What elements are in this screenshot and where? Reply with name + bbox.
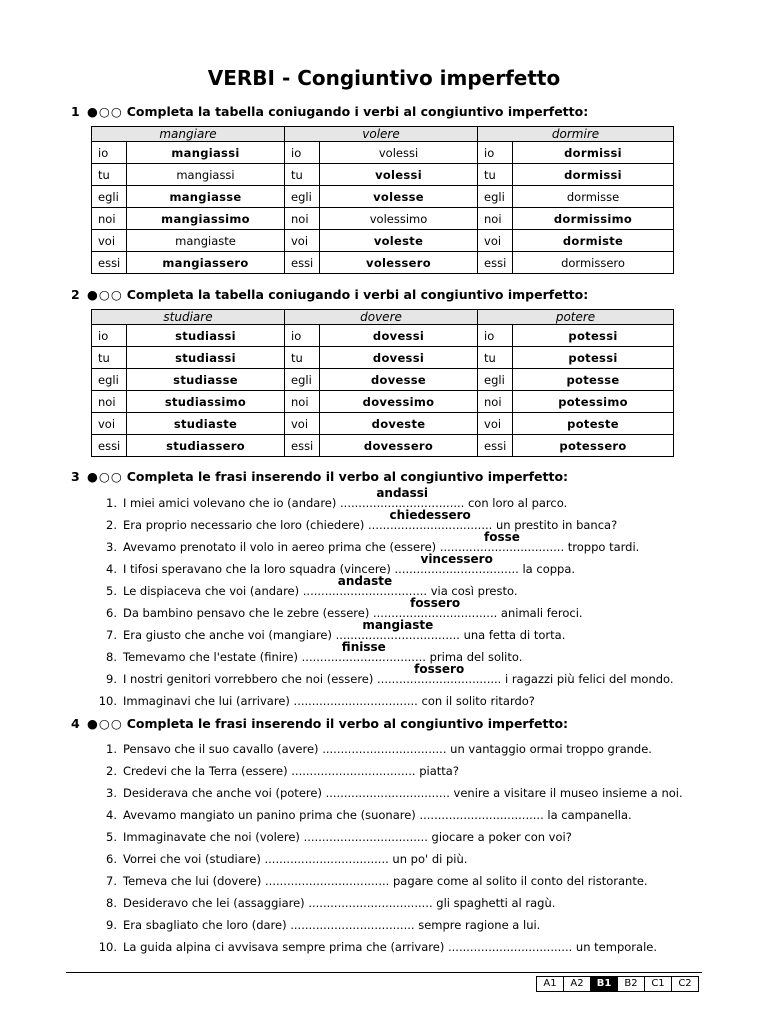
handwritten-answer: dormissi: [513, 142, 674, 164]
pronoun-cell: egli: [285, 369, 320, 391]
verb-header: dovere: [285, 310, 478, 325]
verb-header: volere: [285, 127, 478, 142]
blank-dots: ..................................: [322, 742, 447, 756]
exercise-number: 4: [71, 716, 80, 731]
blank-dots: ..................................: [301, 650, 426, 664]
blank-dots: ..................................: [377, 672, 502, 686]
handwritten-answer: studiassi: [127, 325, 285, 347]
list-item: [95, 508, 674, 536]
sentence-start: Era proprio necessario che loro (chiedere): [123, 518, 369, 532]
pronoun-cell: noi: [285, 208, 320, 230]
exercise-4-heading: [71, 716, 568, 731]
item-number: 9.: [106, 918, 117, 932]
item-number: 2.: [106, 764, 117, 778]
sentence-end: sempre ragione a lui.: [414, 918, 541, 932]
sentence-end: un prestito in banca?: [492, 518, 618, 532]
sentence-end: troppo tardi.: [564, 540, 640, 554]
sentence-end: un po' di più.: [388, 852, 468, 866]
answer-blank[interactable]: [322, 738, 446, 760]
pronoun-cell: io: [285, 142, 320, 164]
sentence-end: con il solito ritardo?: [417, 694, 535, 708]
handwritten-answer: mangiaste: [362, 618, 434, 632]
sentence-start: Era sbagliato che loro (dare): [123, 918, 291, 932]
handwritten-answer: studiasse: [127, 369, 285, 391]
list-item: [95, 690, 674, 712]
handwritten-answer: chiedessero: [389, 508, 471, 522]
sentence-start: Vorrei che voi (studiare): [123, 852, 265, 866]
answer-blank[interactable]: [419, 804, 543, 826]
answer-blank[interactable]: [265, 870, 389, 892]
handwritten-answer: andassi: [376, 486, 429, 500]
answer-blank[interactable]: [264, 848, 388, 870]
exercise-instruction: Completa la tabella coniugando i verbi al congiuntivo imperfetto:: [126, 287, 589, 302]
pronoun-cell: noi: [92, 391, 127, 413]
pronoun-cell: voi: [285, 413, 320, 435]
pronoun-cell: voi: [478, 413, 513, 435]
pronoun-cell: io: [92, 325, 127, 347]
handwritten-answer: mangiassimo: [127, 208, 285, 230]
table-row: [92, 347, 674, 369]
pronoun-cell: voi: [285, 230, 320, 252]
blank-dots: ..................................: [264, 852, 389, 866]
difficulty-dots-icon: ●○○: [87, 104, 123, 119]
sentence-start: Da bambino pensavo che le zebre (essere): [123, 606, 373, 620]
blank-dots: ..................................: [308, 896, 433, 910]
sentence-end: la campanella.: [543, 808, 632, 822]
handwritten-answer: poteste: [513, 413, 674, 435]
table-row: [92, 413, 674, 435]
list-item: [95, 826, 683, 848]
verb-form-cell: dormisse: [513, 186, 674, 208]
table-row: [92, 391, 674, 413]
item-number: 4.: [106, 562, 117, 576]
level-badge: B1: [590, 976, 618, 992]
sentence-end: gli spaghetti al ragù.: [432, 896, 556, 910]
level-indicator: [537, 976, 699, 992]
handwritten-answer: potessero: [513, 435, 674, 457]
handwritten-answer: dovessi: [320, 347, 478, 369]
conjugation-table-2: [91, 309, 674, 457]
item-number: 10.: [98, 940, 117, 954]
item-number: 4.: [106, 808, 117, 822]
sentence-start: Immaginavi che lui (arrivare): [123, 694, 294, 708]
level-badge: C2: [671, 976, 699, 992]
answer-blank[interactable]: [308, 892, 432, 914]
item-number: 6.: [106, 852, 117, 866]
blank-dots: ..................................: [394, 562, 519, 576]
handwritten-answer: mangiasse: [127, 186, 285, 208]
blank-dots: ..................................: [290, 918, 415, 932]
exercise-3-heading: [71, 469, 568, 484]
list-item: [95, 804, 683, 826]
handwritten-answer: studiassi: [127, 347, 285, 369]
sentence-start: Immaginavate che noi (volere): [123, 830, 304, 844]
blank-dots: ..................................: [302, 584, 428, 598]
sentence-end: un temporale.: [572, 940, 657, 954]
sentence-end: i ragazzi più felici del mondo.: [501, 672, 674, 686]
exercise-number: 3: [71, 469, 80, 484]
pronoun-cell: egli: [478, 369, 513, 391]
verb-form-cell: dormissero: [513, 252, 674, 274]
handwritten-answer: dovessimo: [320, 391, 478, 413]
pronoun-cell: io: [478, 142, 513, 164]
answer-blank[interactable]: [326, 782, 450, 804]
sentence-start: Desiderava che anche voi (potere): [123, 786, 326, 800]
handwritten-answer: dovesse: [320, 369, 478, 391]
answer-blank[interactable]: [377, 662, 502, 690]
sentence-end: pagare come al solito il conto del ristorante.: [389, 874, 648, 888]
sentence-start: Credevi che la Terra (essere): [123, 764, 292, 778]
list-item: [95, 662, 674, 690]
sentence-start: Temevamo che l'estate (finire): [123, 650, 302, 664]
item-number: 8.: [106, 650, 117, 664]
page-title: VERBI - Congiuntivo imperfetto: [207, 66, 561, 90]
blank-dots: ..................................: [335, 628, 460, 642]
pronoun-cell: tu: [285, 347, 320, 369]
verb-header: studiare: [92, 310, 285, 325]
sentence-list-4: [95, 738, 683, 958]
pronoun-cell: tu: [478, 347, 513, 369]
handwritten-answer: studiassimo: [127, 391, 285, 413]
list-item: [95, 936, 683, 958]
blank-dots: ..................................: [265, 874, 390, 888]
item-number: 9.: [106, 672, 117, 686]
pronoun-cell: noi: [92, 208, 127, 230]
answer-blank[interactable]: [291, 760, 415, 782]
pronoun-cell: egli: [285, 186, 320, 208]
list-item: [95, 914, 683, 936]
verb-form-cell: mangiaste: [127, 230, 285, 252]
table-row: [92, 252, 674, 274]
exercise-instruction: Completa le frasi inserendo il verbo al congiuntivo imperfetto:: [126, 469, 569, 484]
difficulty-dots-icon: ●○○: [87, 716, 123, 731]
level-badge: C1: [644, 976, 672, 992]
exercise-number: 1: [71, 104, 80, 119]
handwritten-answer: dormiste: [513, 230, 674, 252]
blank-dots: ..................................: [372, 606, 498, 620]
list-item: [95, 870, 683, 892]
sentence-start: Temeva che lui (dovere): [123, 874, 266, 888]
item-number: 1.: [106, 742, 117, 756]
exercise-instruction: Completa le frasi inserendo il verbo al congiuntivo imperfetto:: [126, 716, 569, 731]
conjugation-table-1: [91, 126, 674, 274]
blank-dots: ..................................: [439, 540, 565, 554]
table-row: [92, 325, 674, 347]
table-row: [92, 369, 674, 391]
pronoun-cell: egli: [92, 186, 127, 208]
pronoun-cell: noi: [478, 208, 513, 230]
pronoun-cell: io: [285, 325, 320, 347]
list-item: [95, 760, 683, 782]
item-number: 5.: [106, 830, 117, 844]
pronoun-cell: essi: [285, 252, 320, 274]
sentence-end: un vantaggio ormai troppo grande.: [446, 742, 652, 756]
blank-dots: ..................................: [447, 940, 573, 954]
blank-dots: ..................................: [293, 694, 418, 708]
sentence-start: Desideravo che lei (assaggiare): [123, 896, 309, 910]
verb-header: dormire: [478, 127, 674, 142]
handwritten-answer: volessero: [320, 252, 478, 274]
handwritten-answer: doveste: [320, 413, 478, 435]
handwritten-answer: potessimo: [513, 391, 674, 413]
handwritten-answer: andaste: [337, 574, 393, 588]
table-row: [92, 208, 674, 230]
pronoun-cell: noi: [478, 391, 513, 413]
sentence-start: Le dispiaceva che voi (andare): [123, 584, 303, 598]
list-item: [95, 848, 683, 870]
handwritten-answer: dovessi: [320, 325, 478, 347]
pronoun-cell: voi: [92, 230, 127, 252]
handwritten-answer: fossero: [410, 596, 461, 610]
pronoun-cell: tu: [478, 164, 513, 186]
sentence-list-3: [95, 486, 674, 712]
sentence-start: La guida alpina ci avvisava sempre prima che (arrivare): [123, 940, 448, 954]
sentence-start: Avevamo prenotato il volo in aereo prima che (essere): [123, 540, 440, 554]
pronoun-cell: egli: [478, 186, 513, 208]
handwritten-answer: volessi: [320, 164, 478, 186]
blank-dots: ..................................: [303, 830, 428, 844]
exercise-2-heading: [71, 287, 588, 302]
sentence-start: Era giusto che anche voi (mangiare): [123, 628, 336, 642]
pronoun-cell: essi: [285, 435, 320, 457]
handwritten-answer: mangiassero: [127, 252, 285, 274]
pronoun-cell: io: [92, 142, 127, 164]
pronoun-cell: voi: [92, 413, 127, 435]
handwritten-answer: dormissi: [513, 164, 674, 186]
verb-header: mangiare: [92, 127, 285, 142]
handwritten-answer: vincessero: [420, 552, 493, 566]
pronoun-cell: tu: [92, 347, 127, 369]
verb-form-cell: mangiassi: [127, 164, 285, 186]
item-number: 1.: [106, 496, 117, 510]
answer-blank[interactable]: [304, 826, 428, 848]
list-item: [95, 782, 683, 804]
item-number: 5.: [106, 584, 117, 598]
level-badge: A2: [563, 976, 591, 992]
sentence-end: animali feroci.: [497, 606, 583, 620]
table-row: [92, 164, 674, 186]
item-number: 10.: [98, 694, 117, 708]
exercise-number: 2: [71, 287, 80, 302]
difficulty-dots-icon: ●○○: [87, 469, 123, 484]
answer-blank[interactable]: [294, 690, 418, 712]
pronoun-cell: noi: [285, 391, 320, 413]
handwritten-answer: studiassero: [127, 435, 285, 457]
level-badge: B2: [617, 976, 645, 992]
handwritten-answer: voleste: [320, 230, 478, 252]
pronoun-cell: voi: [478, 230, 513, 252]
table-row: [92, 230, 674, 252]
sentence-end: la coppa.: [518, 562, 576, 576]
blank-dots: ..................................: [419, 808, 544, 822]
difficulty-dots-icon: ●○○: [87, 287, 123, 302]
handwritten-answer: studiaste: [127, 413, 285, 435]
blank-dots: ..................................: [291, 764, 416, 778]
answer-blank[interactable]: [448, 936, 572, 958]
pronoun-cell: egli: [92, 369, 127, 391]
pronoun-cell: essi: [92, 435, 127, 457]
handwritten-answer: potesse: [513, 369, 674, 391]
sentence-end: venire a visitare il museo insieme a noi.: [449, 786, 683, 800]
list-item: [95, 892, 683, 914]
pronoun-cell: essi: [478, 435, 513, 457]
sentence-end: piatta?: [415, 764, 459, 778]
handwritten-answer: fosse: [484, 530, 520, 544]
exercise-instruction: Completa la tabella coniugando i verbi al congiuntivo imperfetto:: [126, 104, 589, 119]
blank-dots: ..................................: [340, 496, 465, 510]
sentence-start: I tifosi speravano che la loro squadra (vincere): [123, 562, 395, 576]
sentence-end: giocare a poker con voi?: [427, 830, 572, 844]
sentence-start: I miei amici volevano che io (andare): [123, 496, 341, 510]
verb-header: potere: [478, 310, 674, 325]
sentence-end: prima del solito.: [425, 650, 523, 664]
sentence-start: Avevamo mangiato un panino prima che (suonare): [123, 808, 420, 822]
pronoun-cell: io: [478, 325, 513, 347]
handwritten-answer: potessi: [513, 347, 674, 369]
item-number: 7.: [106, 874, 117, 888]
pronoun-cell: tu: [92, 164, 127, 186]
item-number: 3.: [106, 786, 117, 800]
item-number: 7.: [106, 628, 117, 642]
table-row: [92, 186, 674, 208]
blank-dots: ..................................: [325, 786, 450, 800]
footer-divider: [66, 972, 702, 973]
verb-form-cell: volessi: [320, 142, 478, 164]
handwritten-answer: finisse: [341, 640, 386, 654]
list-item: [95, 738, 683, 760]
sentence-end: una fetta di torta.: [459, 628, 566, 642]
table-row: [92, 142, 674, 164]
sentence-start: Pensavo che il suo cavallo (avere): [123, 742, 323, 756]
item-number: 2.: [106, 518, 117, 532]
sentence-end: via così presto.: [427, 584, 518, 598]
handwritten-answer: fossero: [414, 662, 465, 676]
handwritten-answer: mangiassi: [127, 142, 285, 164]
pronoun-cell: tu: [285, 164, 320, 186]
pronoun-cell: essi: [478, 252, 513, 274]
level-badge: A1: [536, 976, 564, 992]
sentence-start: I nostri genitori vorrebbero che noi (essere): [123, 672, 378, 686]
item-number: 6.: [106, 606, 117, 620]
item-number: 8.: [106, 896, 117, 910]
handwritten-answer: volesse: [320, 186, 478, 208]
sentence-end: con loro al parco.: [464, 496, 568, 510]
answer-blank[interactable]: [290, 914, 414, 936]
handwritten-answer: dovessero: [320, 435, 478, 457]
verb-form-cell: volessimo: [320, 208, 478, 230]
exercise-1-heading: [71, 104, 588, 119]
list-item: [95, 530, 674, 558]
handwritten-answer: potessi: [513, 325, 674, 347]
blank-dots: ..................................: [368, 518, 493, 532]
handwritten-answer: dormissimo: [513, 208, 674, 230]
table-row: [92, 435, 674, 457]
item-number: 3.: [106, 540, 117, 554]
pronoun-cell: essi: [92, 252, 127, 274]
